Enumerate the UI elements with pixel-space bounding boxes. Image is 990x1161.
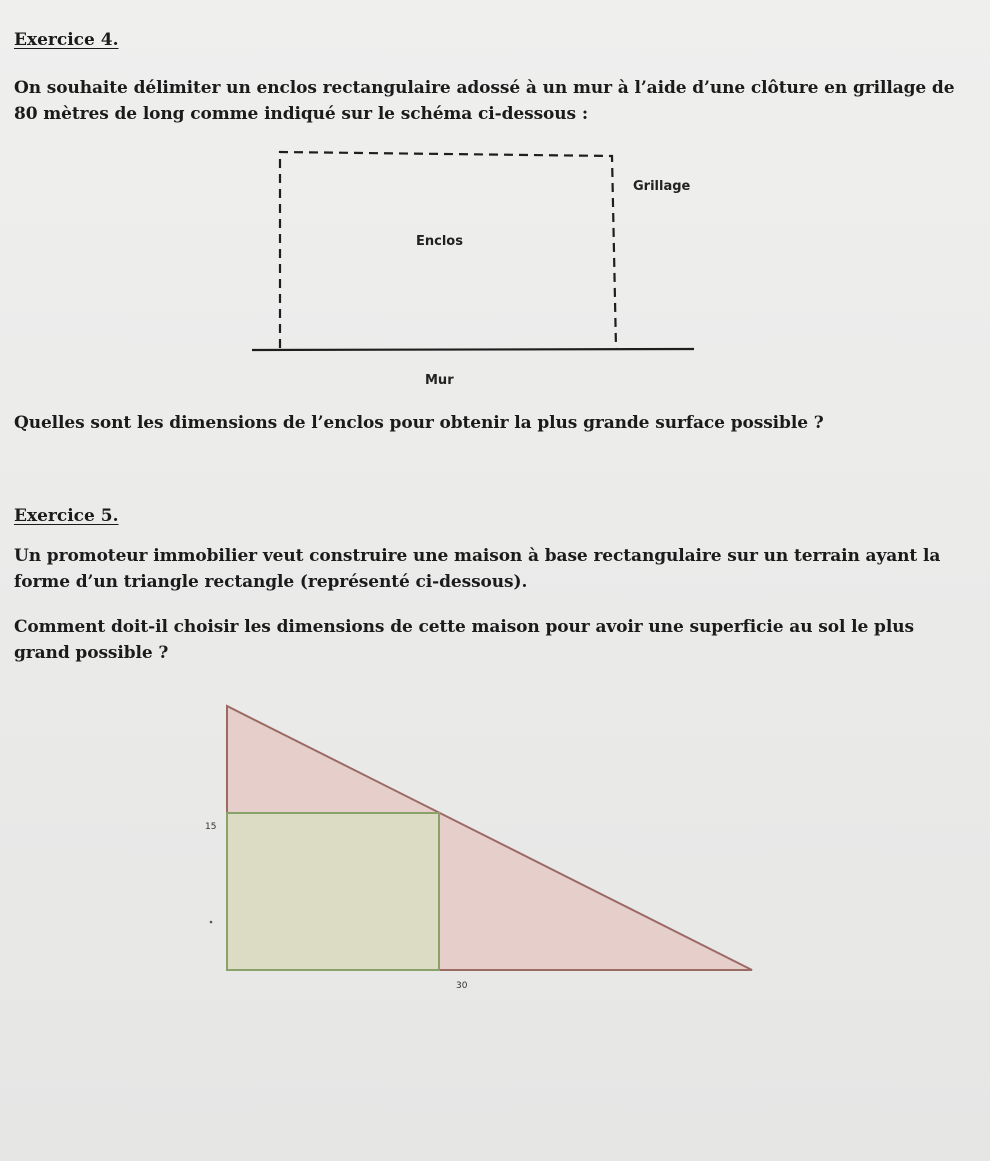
mur-label: Mur	[425, 373, 454, 388]
enclos-label: Enclos	[416, 234, 463, 249]
exercise-4-question: Quelles sont les dimensions de l’enclos pour obtenir la plus grande surface possible ?	[14, 413, 824, 433]
grillage-label: Grillage	[633, 179, 691, 194]
exercise-4-intro: On souhaite délimiter un enclos rectangulaire adossé à un mur à l’aide d’une clôture en grillage de 80 mètres de long comme indiqué sur le schéma ci-dessous :	[14, 78, 955, 124]
small-dot-mark	[210, 921, 213, 924]
house-rectangle	[227, 813, 439, 970]
exercise-5-title: Exercice 5.	[14, 506, 119, 526]
height-label: 15	[205, 822, 217, 832]
base-label: 30	[456, 981, 468, 991]
exercise-5-intro: Un promoteur immobilier veut construire une maison à base rectangulaire sur un terrain ayant la forme d’un triangle rectangle (représenté ci-dessous).	[14, 546, 941, 592]
exercise-4-title: Exercice 4.	[14, 30, 119, 50]
exercise-5-question: Comment doit-il choisir les dimensions de cette maison pour avoir une superficie au sol le plus grand possible ?	[14, 617, 914, 663]
